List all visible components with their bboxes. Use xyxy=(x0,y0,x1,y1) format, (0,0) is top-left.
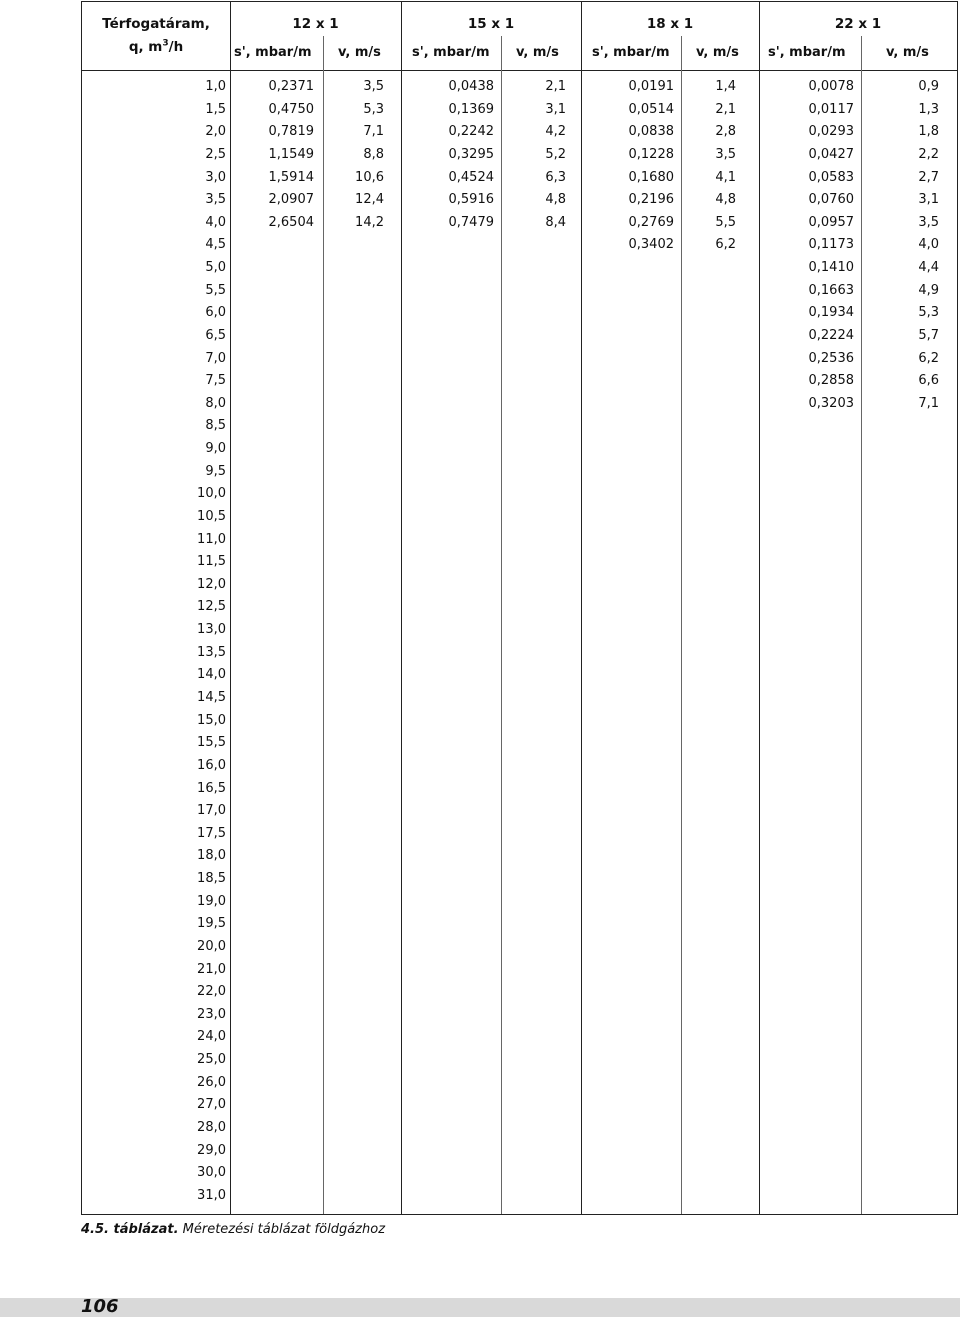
cell-s-12: 2,6504 xyxy=(268,214,314,230)
cell-v-15: 4,2 xyxy=(545,124,566,140)
cell-v-18: 2,8 xyxy=(715,124,736,140)
subheader-s-22: s', mbar/m xyxy=(768,45,846,60)
cell-v-15: 2,1 xyxy=(545,79,566,94)
cell-flow: 27,0 xyxy=(197,1097,226,1113)
cell-v-15: 5,2 xyxy=(545,146,566,162)
cell-s-22: 0,0293 xyxy=(808,124,854,140)
cell-s-22: 0,3203 xyxy=(808,395,854,411)
cell-s-22: 0,1410 xyxy=(808,260,854,276)
cell-flow: 19,5 xyxy=(197,916,226,932)
table-row xyxy=(82,1052,957,1075)
table-row xyxy=(82,237,957,260)
cell-flow: 6,0 xyxy=(205,305,226,321)
cell-flow: 15,0 xyxy=(197,712,226,728)
cell-flow: 5,0 xyxy=(205,260,226,276)
cell-s-22: 0,0427 xyxy=(808,146,854,162)
table-row xyxy=(82,124,957,147)
table-row xyxy=(82,1007,957,1030)
cell-flow: 18,5 xyxy=(197,871,226,887)
cell-flow: 8,5 xyxy=(205,418,226,434)
cell-v-22: 0,9 xyxy=(918,79,939,94)
subheader-v-15: v, m/s xyxy=(516,45,559,60)
table-row xyxy=(82,554,957,577)
cell-flow: 10,0 xyxy=(197,486,226,502)
cell-v-15: 8,4 xyxy=(545,214,566,230)
cell-v-22: 1,3 xyxy=(918,101,939,117)
cell-v-12: 7,1 xyxy=(363,124,384,140)
cell-v-22: 4,4 xyxy=(918,260,939,276)
table-row xyxy=(82,781,957,804)
cell-s-22: 0,2536 xyxy=(808,350,854,366)
cell-s-12: 0,2371 xyxy=(268,79,314,94)
cell-flow: 12,5 xyxy=(197,599,226,615)
cell-flow: 17,5 xyxy=(197,825,226,841)
table-row xyxy=(82,147,957,170)
subheader-s-18: s', mbar/m xyxy=(592,45,670,60)
table-row xyxy=(82,1029,957,1052)
table-row xyxy=(82,418,957,441)
table-row xyxy=(82,803,957,826)
cell-flow: 16,5 xyxy=(197,780,226,796)
cell-v-18: 4,1 xyxy=(715,169,736,185)
cell-flow: 22,0 xyxy=(197,984,226,1000)
cell-flow: 10,5 xyxy=(197,508,226,524)
cell-v-18: 1,4 xyxy=(715,79,736,94)
table-row xyxy=(82,509,957,532)
cell-flow: 14,5 xyxy=(197,690,226,705)
cell-s-22: 0,0078 xyxy=(808,79,854,94)
cell-s-22: 0,2224 xyxy=(808,327,854,343)
sizing-table xyxy=(81,1,958,1215)
flow-header-line2 xyxy=(82,39,230,55)
cell-flow: 16,0 xyxy=(197,757,226,773)
caption-text: Méretezési táblázat földgázhoz xyxy=(182,1222,386,1237)
cell-s-15: 0,7479 xyxy=(448,214,494,230)
subheader-v-22: v, m/s xyxy=(886,45,929,60)
table-row xyxy=(82,622,957,645)
table-row xyxy=(82,102,957,125)
cell-v-22: 3,1 xyxy=(918,192,939,208)
table-row xyxy=(82,373,957,396)
cell-flow: 30,0 xyxy=(197,1165,226,1181)
flow-header-line1: Térfogatáram, xyxy=(102,16,210,32)
cell-s-12: 0,4750 xyxy=(268,101,314,117)
cell-v-22: 6,2 xyxy=(918,350,939,366)
table-row xyxy=(82,826,957,849)
subheader-v-12: v, m/s xyxy=(338,45,381,60)
table-row xyxy=(82,1120,957,1143)
cell-flow: 19,0 xyxy=(197,893,226,909)
cell-s-18: 0,0514 xyxy=(628,101,674,117)
table-row xyxy=(82,441,957,464)
cell-s-15: 0,5916 xyxy=(448,192,494,208)
group-header-15: 15 x 1 xyxy=(467,16,515,32)
cell-flow: 13,5 xyxy=(197,644,226,660)
table-row xyxy=(82,848,957,871)
cell-flow: 12,0 xyxy=(197,576,226,592)
cell-v-22: 2,2 xyxy=(918,146,939,162)
cell-flow: 14,0 xyxy=(197,667,226,683)
table-row xyxy=(82,328,957,351)
table-row xyxy=(82,1165,957,1188)
cell-s-22: 0,0583 xyxy=(808,169,854,185)
cell-v-22: 5,3 xyxy=(918,305,939,321)
cell-flow: 4,5 xyxy=(205,237,226,253)
subheader-v-18: v, m/s xyxy=(696,45,739,60)
cell-v-12: 3,5 xyxy=(363,79,384,94)
cell-s-12: 1,5914 xyxy=(268,169,314,185)
subheader-s-12: s', mbar/m xyxy=(234,45,312,60)
cell-flow: 28,0 xyxy=(197,1119,226,1135)
table-row xyxy=(82,871,957,894)
cell-v-22: 4,9 xyxy=(918,282,939,298)
cell-flow: 7,5 xyxy=(205,373,226,389)
group-header-22: 22 x 1 xyxy=(834,16,882,32)
cell-flow: 13,0 xyxy=(197,622,226,638)
table-row xyxy=(82,79,957,102)
cell-v-18: 3,5 xyxy=(715,146,736,162)
cell-flow: 24,0 xyxy=(197,1029,226,1045)
table-row xyxy=(82,667,957,690)
cell-flow: 5,5 xyxy=(205,282,226,298)
cell-v-12: 12,4 xyxy=(355,192,384,208)
cell-flow: 11,5 xyxy=(197,554,226,570)
cell-flow: 18,0 xyxy=(197,848,226,864)
table-row xyxy=(82,690,957,713)
cell-flow: 20,0 xyxy=(197,938,226,954)
footer-bar xyxy=(0,1298,960,1317)
table-row xyxy=(82,215,957,238)
cell-s-15: 0,2242 xyxy=(448,124,494,140)
cell-flow: 25,0 xyxy=(197,1052,226,1068)
cell-flow: 17,0 xyxy=(197,803,226,819)
table-row xyxy=(82,894,957,917)
cell-s-22: 0,1934 xyxy=(808,305,854,321)
table-caption xyxy=(81,1222,385,1238)
table-row xyxy=(82,916,957,939)
cell-v-12: 14,2 xyxy=(355,214,384,230)
cell-v-18: 4,8 xyxy=(715,192,736,208)
group-header-18: 18 x 1 xyxy=(646,16,694,32)
cell-v-12: 10,6 xyxy=(355,169,384,185)
cell-flow: 1,0 xyxy=(205,79,226,94)
cell-v-18: 5,5 xyxy=(715,214,736,230)
table-row xyxy=(82,486,957,509)
table-row xyxy=(82,758,957,781)
cell-flow: 11,0 xyxy=(197,531,226,547)
cell-flow: 9,5 xyxy=(205,463,226,479)
cell-v-22: 3,5 xyxy=(918,214,939,230)
cell-v-12: 5,3 xyxy=(363,101,384,117)
table-row xyxy=(82,1188,957,1211)
cell-s-15: 0,3295 xyxy=(448,146,494,162)
cell-flow: 31,0 xyxy=(197,1187,226,1203)
cell-s-18: 0,0191 xyxy=(628,79,674,94)
table-row xyxy=(82,984,957,1007)
cell-flow: 29,0 xyxy=(197,1142,226,1158)
cell-s-22: 0,2858 xyxy=(808,373,854,389)
table-row xyxy=(82,735,957,758)
cell-v-12: 8,8 xyxy=(363,146,384,162)
table-row xyxy=(82,351,957,374)
cell-s-22: 0,0760 xyxy=(808,192,854,208)
table-row xyxy=(82,939,957,962)
group-header-12: 12 x 1 xyxy=(292,16,339,32)
cell-flow: 26,0 xyxy=(197,1074,226,1090)
table-row xyxy=(82,599,957,622)
cell-s-22: 0,0117 xyxy=(808,101,854,117)
cell-v-22: 7,1 xyxy=(918,395,939,411)
cell-flow: 4,0 xyxy=(205,214,226,230)
table-row xyxy=(82,396,957,419)
cell-flow: 21,0 xyxy=(197,961,226,977)
cell-v-15: 4,8 xyxy=(545,192,566,208)
cell-flow: 6,5 xyxy=(205,327,226,343)
flow-header-q: q, m xyxy=(128,39,163,55)
table-row xyxy=(82,645,957,668)
table-row xyxy=(82,464,957,487)
cell-s-12: 0,7819 xyxy=(268,124,314,140)
cell-flow: 1,5 xyxy=(205,101,226,117)
table-header xyxy=(82,2,957,71)
cell-s-18: 0,0838 xyxy=(628,124,674,140)
cell-v-22: 5,7 xyxy=(918,327,939,343)
cell-flow: 9,0 xyxy=(205,441,226,457)
table-row xyxy=(82,1097,957,1120)
cell-s-18: 0,2769 xyxy=(628,214,674,230)
table-row xyxy=(82,283,957,306)
cell-s-15: 0,4524 xyxy=(448,169,494,185)
flow-header-sup: 3 xyxy=(162,38,169,49)
subheader-s-15: s', mbar/m xyxy=(412,45,490,60)
table-row xyxy=(82,1143,957,1166)
cell-flow: 8,0 xyxy=(205,395,226,411)
cell-flow: 23,0 xyxy=(197,1006,226,1022)
cell-s-15: 0,0438 xyxy=(448,79,494,94)
cell-flow: 3,5 xyxy=(205,192,226,208)
flow-header-unit: /h xyxy=(168,39,184,55)
cell-flow: 2,0 xyxy=(205,124,226,140)
cell-s-18: 0,2196 xyxy=(628,192,674,208)
cell-s-15: 0,1369 xyxy=(448,101,494,117)
cell-s-12: 2,0907 xyxy=(268,192,314,208)
cell-s-12: 1,1549 xyxy=(268,146,314,162)
cell-flow: 15,5 xyxy=(197,735,226,751)
page-number: 106 xyxy=(81,1296,119,1317)
table-row xyxy=(82,962,957,985)
table-row xyxy=(82,192,957,215)
table-row xyxy=(82,713,957,736)
table-row xyxy=(82,260,957,283)
table-row xyxy=(82,577,957,600)
cell-v-22: 4,0 xyxy=(918,237,939,253)
table-row xyxy=(82,1075,957,1098)
cell-v-22: 1,8 xyxy=(918,124,939,140)
cell-s-18: 0,1228 xyxy=(628,146,674,162)
cell-s-22: 0,1173 xyxy=(808,237,854,253)
cell-flow: 7,0 xyxy=(205,350,226,366)
cell-v-15: 3,1 xyxy=(545,101,566,117)
cell-v-18: 2,1 xyxy=(715,101,736,117)
table-row xyxy=(82,305,957,328)
table-row xyxy=(82,170,957,193)
cell-flow: 3,0 xyxy=(205,169,226,185)
cell-s-22: 0,0957 xyxy=(808,214,854,230)
caption-label: 4.5. táblázat. xyxy=(81,1222,179,1237)
cell-s-18: 0,1680 xyxy=(628,169,674,185)
cell-v-15: 6,3 xyxy=(545,169,566,185)
cell-v-22: 6,6 xyxy=(918,373,939,389)
cell-s-18: 0,3402 xyxy=(628,237,674,253)
cell-v-18: 6,2 xyxy=(715,237,736,253)
cell-s-22: 0,1663 xyxy=(808,282,854,298)
cell-v-22: 2,7 xyxy=(918,169,939,185)
table-row xyxy=(82,532,957,555)
cell-flow: 2,5 xyxy=(205,146,226,162)
